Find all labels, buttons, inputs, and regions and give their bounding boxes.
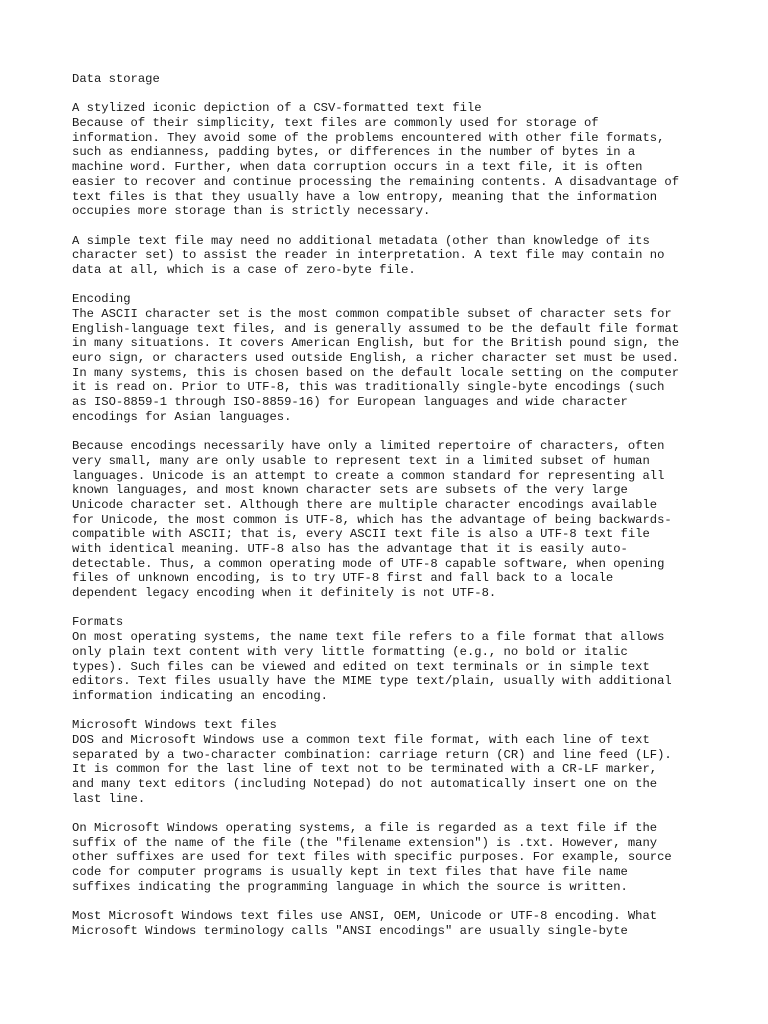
text-line: Microsoft Windows terminology calls "ANSI encodings" are usually single-byte	[72, 923, 628, 938]
text-line: Because of their simplicity, text files are commonly used for storage of	[72, 116, 599, 131]
text-line: code for computer programs is usually kept in text files that have file name	[72, 865, 628, 880]
blank-line	[72, 87, 712, 102]
text-line: euro sign, or characters used outside English, a richer character set must be used.	[72, 351, 680, 366]
blank-line	[72, 278, 712, 293]
text-line: files of unknown encoding, is to try UTF-8 first and fall back to a locale	[72, 571, 614, 586]
text-line: The ASCII character set is the most common compatible subset of character sets for	[72, 307, 672, 321]
text-line: Unicode character set. Although there are multiple character encodings available	[72, 497, 658, 512]
text-line: suffixes indicating the programming language in which the source is written.	[72, 879, 628, 894]
text-line: other suffixes are used for text files with specific purposes. For example, source	[72, 850, 672, 865]
blank-line	[72, 895, 712, 910]
text-line: Formats	[72, 615, 124, 630]
text-line: such as endianness, padding bytes, or differences in the number of bytes in a	[72, 145, 636, 160]
blank-line	[72, 219, 712, 234]
text-line: On Microsoft Windows operating systems, a file is regarded as a text file if the	[72, 821, 658, 836]
document-page	[72, 72, 712, 939]
text-line: with identical meaning. UTF-8 also has the advantage that it is easily auto-	[72, 542, 628, 556]
text-line: Microsoft Windows text files	[72, 718, 277, 733]
text-line: suffix of the name of the file (the "filename extension") is .txt. However, many	[72, 835, 658, 850]
blank-line	[72, 704, 712, 719]
text-line: it is read on. Prior to UTF-8, this was traditionally single-byte encodings (such	[72, 380, 665, 395]
text-line: and many text editors (including Notepad) do not automatically insert one on the	[72, 777, 658, 791]
text-line: types). Such files can be viewed and edited on text terminals or in simple text	[72, 659, 650, 674]
text-line: only plain text content with very little formatting (e.g., no bold or italic	[72, 644, 628, 659]
text-line: Data storage	[72, 72, 160, 86]
blank-line	[72, 425, 712, 440]
text-line: Because encodings necessarily have only a limited repertoire of characters, often	[72, 439, 665, 454]
text-line: Encoding	[72, 292, 131, 307]
text-line: A simple text file may need no additional metadata (other than knowledge of its	[72, 233, 650, 248]
blank-line	[72, 601, 712, 616]
blank-line	[72, 806, 712, 821]
text-line: character set) to assist the reader in interpretation. A text file may contain no	[72, 248, 665, 263]
text-line: In many systems, this is chosen based on the default locale setting on the computer	[72, 365, 680, 380]
text-line: for Unicode, the most common is UTF-8, which has the advantage of being backwards-	[72, 512, 672, 527]
text-line: separated by a two-character combination: carriage return (CR) and line feed (LF).	[72, 747, 672, 762]
text-line: A stylized iconic depiction of a CSV-formatted text file	[72, 101, 482, 116]
text-line: very small, many are only usable to represent text in a limited subset of human	[72, 453, 650, 468]
text-line: occupies more storage than is strictly necessary.	[72, 204, 431, 219]
text-line: information indicating an encoding.	[72, 688, 328, 703]
text-line: text files is that they usually have a low entropy, meaning that the information	[72, 189, 658, 204]
text-line: editors. Text files usually have the MIME type text/plain, usually with additional	[72, 674, 672, 689]
text-line: easier to recover and continue processing the remaining contents. A disadvantage of	[72, 174, 680, 189]
text-line: detectable. Thus, a common operating mode of UTF-8 capable software, when opening	[72, 556, 665, 571]
text-line: known languages, and most known character sets are subsets of the very large	[72, 483, 628, 498]
text-line: encodings for Asian languages.	[72, 409, 292, 424]
text-line: English-language text files, and is generally assumed to be the default file format	[72, 321, 680, 336]
text-line: compatible with ASCII; that is, every ASCII text file is also a UTF-8 text file	[72, 527, 650, 542]
text-line: Most Microsoft Windows text files use ANSI, OEM, Unicode or UTF-8 encoding. What	[72, 909, 658, 924]
text-line: machine word. Further, when data corruption occurs in a text file, it is often	[72, 160, 643, 175]
text-line: On most operating systems, the name text file refers to a file format that allows	[72, 630, 665, 645]
text-line: It is common for the last line of text not to be terminated with a CR-LF marker,	[72, 762, 658, 777]
text-line: as ISO-8859-1 through ISO-8859-16) for European languages and wide character	[72, 395, 628, 410]
text-line: languages. Unicode is an attempt to create a common standard for representing all	[72, 468, 665, 483]
text-line: in many situations. It covers American English, but for the British pound sign, the	[72, 336, 680, 351]
text-line: information. They avoid some of the problems encountered with other file formats,	[72, 130, 665, 145]
text-line: DOS and Microsoft Windows use a common text file format, with each line of text	[72, 732, 650, 747]
text-line: data at all, which is a case of zero-byte file.	[72, 262, 416, 277]
text-line: dependent legacy encoding when it definitely is not UTF-8.	[72, 586, 497, 601]
text-line: last line.	[72, 791, 146, 806]
